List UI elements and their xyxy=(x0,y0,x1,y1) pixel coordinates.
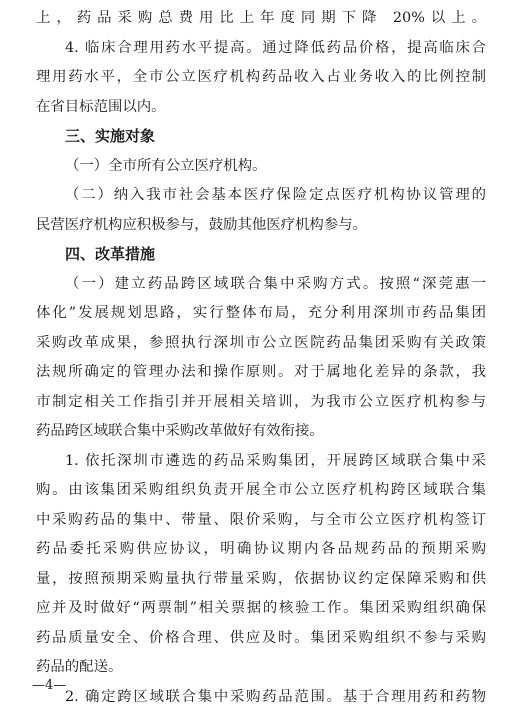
text-line: 2. 确定跨区域联合集中采购药品范围。基于合理用药和药物 xyxy=(36,683,486,712)
text-line: 理用药水平，全市公立医疗机构药品收入占业务收入的比例控制 xyxy=(36,63,486,93)
text-line: 量，按照预期采购量执行带量采购，依据协议约定保障采购和供 xyxy=(36,565,486,595)
text-line: （一）全市所有公立医疗机构。 xyxy=(36,152,486,182)
text-line: 中采购药品的集中、带量、限价采购，与全市公立医疗机构签订 xyxy=(36,506,486,536)
text-line: 4. 临床合理用药水平提高。通过降低药品价格，提高临床合 xyxy=(36,34,486,64)
document-body xyxy=(36,4,486,712)
text-line: （二）纳入我市社会基本医疗保险定点医疗机构协议管理的 xyxy=(36,181,486,211)
text-line: 药品质量安全、价格合理、供应及时。集团采购组织不参与采购 xyxy=(36,624,486,654)
text-line: 法规所确定的管理办法和操作原则。对于属地化差异的条款，我 xyxy=(36,358,486,388)
text-line: 药品的配送。 xyxy=(36,653,486,683)
text-line: 药品委托采购供应协议，明确协议期内各品规药品的预期采购 xyxy=(36,535,486,565)
section-heading: 四、改革措施 xyxy=(36,240,486,270)
text-line: 上，药品采购总费用比上年度同期下降 20%以上。 xyxy=(36,4,486,34)
page-number: —4— xyxy=(32,676,66,696)
section-heading: 三、实施对象 xyxy=(36,122,486,152)
text-line: 民营医疗机构应积极参与，鼓励其他医疗机构参与。 xyxy=(36,211,486,241)
text-line: 在省目标范围以内。 xyxy=(36,93,486,123)
text-line: 体化”发展规划思路，实行整体布局，充分利用深圳市药品集团 xyxy=(36,299,486,329)
text-line: 应并及时做好“两票制”相关票据的核验工作。集团采购组织确保 xyxy=(36,594,486,624)
text-line: 市制定相关工作指引并开展相关培训，为我市公立医疗机构参与 xyxy=(36,388,486,418)
text-line: 采购改革成果，参照执行深圳市公立医院药品集团采购有关政策 xyxy=(36,329,486,359)
text-line: 购。由该集团采购组织负责开展全市公立医疗机构跨区域联合集 xyxy=(36,476,486,506)
text-line: 药品跨区域联合集中采购改革做好有效衔接。 xyxy=(36,417,486,447)
text-line: （一）建立药品跨区域联合集中采购方式。按照“深莞惠一 xyxy=(36,270,486,300)
text-line: 1. 依托深圳市遴选的药品采购集团，开展跨区域联合集中采 xyxy=(36,447,486,477)
